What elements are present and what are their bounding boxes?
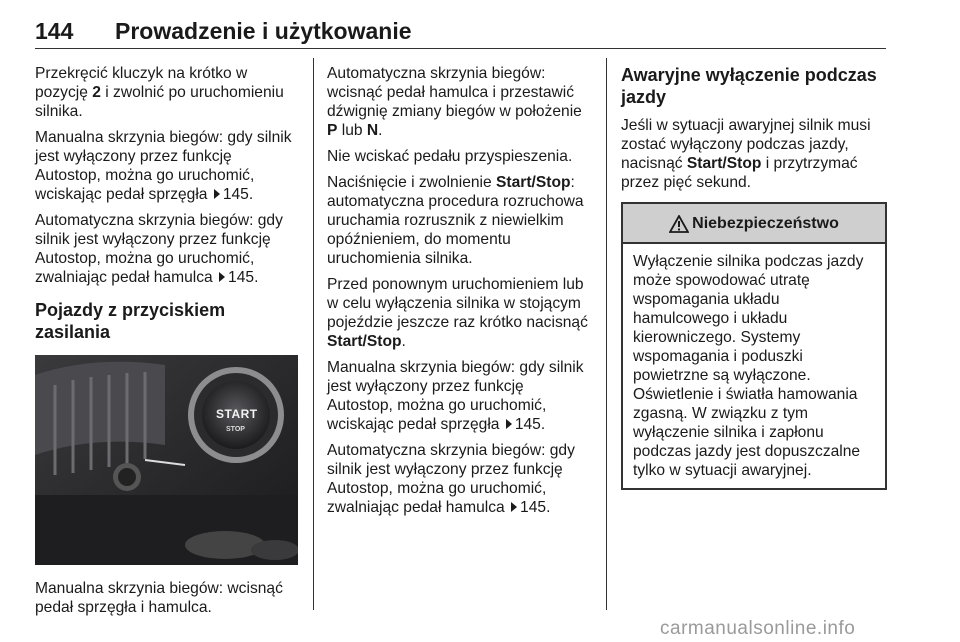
warning-title: Niebezpieczeństwo [692, 214, 839, 232]
page-reference[interactable]: 145. [514, 416, 546, 433]
section-heading: Awaryjne wyłączenie podczas jazdy [621, 65, 877, 107]
page-number: 144 [35, 18, 74, 44]
warning-triangle-icon [669, 215, 689, 233]
warning-text: Wyłączenie silnika podczas jazdy może spowodować utratę wspomagania układu hamulcowego i układu kierowniczego. Systemy wspomagania i poduszki powietrzne są wyłączone. Oświetlenie i światła hamowania zgasną. W związku z tym wyłączenie silnika i zapłonu podczas jazdy jest dopuszczalne tylko w sytuacji awaryjnej. [633, 253, 864, 479]
start-stop-button-photo [35, 355, 298, 565]
paragraph: Automatyczna skrzynia biegów: wcisnąć pedał hamulca i przestawić dźwignię zmiany biegów w położenie P lub N. [327, 65, 582, 139]
watermark: carmanualsonline.info [660, 618, 856, 639]
page-ref-arrow-icon [219, 272, 225, 282]
page-reference[interactable]: 145. [222, 186, 254, 203]
header-divider [35, 48, 886, 49]
paragraph: Automatyczna skrzynia biegów: gdy silnik jest wyłączony przez funkcję Autostop, można go uruchomić, zwalniając pedał hamulca 145. [35, 212, 283, 286]
column-1 [35, 64, 301, 624]
paragraph: Manualna skrzynia biegów: gdy silnik jest wyłączony przez funkcję Autostop, można go uruchomić, wciskając pedał sprzęgła 145. [35, 129, 292, 203]
paragraph: Manualna skrzynia biegów: gdy silnik jest wyłączony przez funkcję Autostop, można go uruchomić, wciskając pedał sprzęgła 145. [327, 359, 584, 433]
paragraph: Przekręcić kluczyk na krótko w pozycję 2 i zwolnić po uruchomieniu silnika. [35, 65, 284, 120]
page-ref-arrow-icon [506, 419, 512, 429]
page-reference[interactable]: 145. [228, 269, 259, 286]
paragraph: Przed ponownym uruchomieniem lub w celu wyłączenia silnika w stojącym pojeździe jeszcze raz krótko nacisnąć Start/Stop. [327, 276, 588, 350]
column-2 [327, 64, 593, 524]
column-divider-1 [313, 58, 314, 610]
page-ref-arrow-icon [214, 189, 220, 199]
section-heading: Pojazdy z przyciskiem zasilania [35, 300, 226, 342]
paragraph: Naciśnięcie i zwolnienie Start/Stop: automatyczna procedura rozruchowa uruchamia rozrusznik z niewielkim opóźnieniem, do momentu uruchomienia silnika. [327, 174, 584, 267]
page-header [35, 18, 885, 48]
paragraph: Automatyczna skrzynia biegów: gdy silnik jest wyłączony przez funkcję Autostop, można go uruchomić, zwalniając pedał hamulca 145. [327, 442, 575, 516]
chapter-title: Prowadzenie i użytkowanie [115, 18, 412, 44]
page-ref-arrow-icon [511, 502, 517, 512]
dashboard-illustration [35, 355, 298, 565]
warning-header [623, 204, 885, 244]
warning-box [621, 202, 887, 490]
start-label: START [216, 407, 258, 421]
paragraph: Jeśli w sytuacji awaryjnej silnik musi zostać wyłączony podczas jazdy, nacisnąć Start/Stop i przytrzymać przez pięć sekund. [621, 117, 871, 191]
stop-label: STOP [226, 426, 245, 433]
paragraph: Manualna skrzynia biegów: wcisnąć pedał sprzęgła i hamulca. [35, 580, 283, 616]
page-reference[interactable]: 145. [520, 499, 551, 516]
column-3 [621, 64, 886, 490]
paragraph: Nie wciskać pedału przyspieszenia. [327, 148, 573, 165]
column-divider-2 [606, 58, 607, 610]
